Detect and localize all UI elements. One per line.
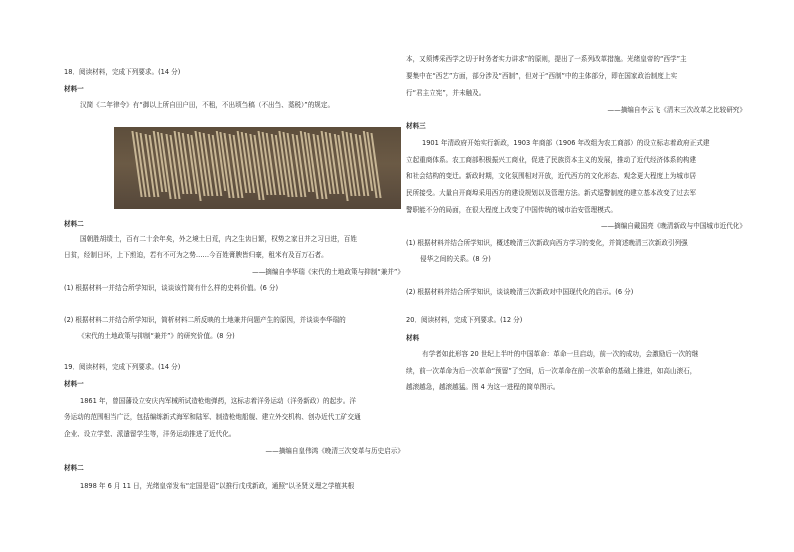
q19-material1-label: 材料一: [64, 380, 84, 388]
q19-material3-line1: 1901 年清政府开始实行新政，1903 年商部（1906 年改组为农工商部）的设立标志着政府正式建: [422, 139, 710, 147]
q20-material-line3: 越滚越急，越滚越猛。图 4 为这一进程的简单图示。: [406, 383, 560, 391]
q19-header: 19．阅读材料，完成下列要求。(14 分): [64, 363, 181, 371]
q19-material3-label: 材料三: [406, 122, 426, 130]
q20-material-line2: 续，前一次革命为后一次革命“预留”了空间，后一次革命在前一次革命的基础上推进，如高山滚石，: [406, 367, 697, 375]
q19-material1-source: ——摘编自皇伟鸿《晚清三次变革与历史启示》: [265, 447, 404, 455]
q18-material2-line2: 日贫，经制日坏，上下煎迫，若有不可为之势……今百姓膏腴皆归豪，租米有及百万石者。: [64, 251, 328, 259]
q19-question2: (2) 根据材料并结合所学知识，谈谈晚清三次新政对中国现代化的启示。(6 分): [406, 288, 634, 296]
q19-material3-line4: 民所接受。大量自开商埠采用西方的建设规划以及管理方法。新式巡警制度的建立基本改变了过去军: [406, 189, 697, 197]
q20-header: 20．阅读材料，完成下列要求。(12 分): [406, 316, 523, 324]
q19-material3-line2: 立起重商体系。农工商部积极振兴工商业，促进了民族资本主义的发展，推动了近代经济体系的构建: [406, 156, 697, 164]
q19-material3-source: ——摘编自戴国亮《晚清新政与中国城市近代化》: [600, 222, 746, 230]
q19-cont-line3: 行“君主立宪”，并未触及。: [406, 89, 486, 97]
q18-question1: (1) 根据材料一并结合所学知识，谈谈该竹简有什么样的史料价值。(6 分): [64, 284, 279, 292]
q18-material1-label: 材料一: [64, 85, 84, 93]
q18-material2-line1: 国朝胜胡绩土，百有二十余年矣，外之境土日荒，内之生齿日繁，权势之家日并之习日进，百姓: [80, 235, 357, 243]
q18-question2-line2: 《宋代的土地政策与抑制“兼并”》的研究价值。(8 分): [78, 332, 235, 340]
bamboo-slips-photo: [114, 127, 401, 209]
q19-material2-label: 材料二: [64, 464, 84, 472]
q20-material-label: 材料: [406, 334, 420, 342]
q18-material1-text: 汉简《二年律令》有“御以上所自田户田，不租，不出顷刍稿（不出刍、藁税）”的规定。: [80, 101, 335, 109]
q19-material2-line1: 1898 年 6 月 11 日，光绪皇帝发布“定国是诏”以推行戊戌新政，通照“以圣贤义理之学植其根: [80, 482, 355, 490]
q19-question1-line1: (1) 根据材料并结合所学知识，概述晚清三次新政向西方学习的变化，并简述晚清三次新政引列强: [406, 239, 688, 247]
q19-material1-line1: 1861 年，曾国藩设立安庆内军械所试造枪炮弹药，这标志着洋务运动（洋务新政）的起步。洋: [80, 397, 357, 405]
q19-cont-line2: 要集中在“西艺”方面，部分涉及“西制”，但对于“西制”中的主体部分，即在国家政治制度上实: [406, 72, 678, 80]
q19-material1-line2: 务运动的范围相当广泛，包括编练新式海军和陆军、制造枪炮船舰、建立外交机构、创办近代工矿交通: [64, 413, 361, 421]
q19-cont-source: ——摘编自李云飞《清末三次改革之比较研究》: [607, 106, 746, 114]
q19-material1-line3: 企业、设立学堂、派遣留学生等，洋务运动推进了近代化。: [64, 430, 236, 438]
q18-header: 18．阅读材料，完成下列要求。(14 分): [64, 68, 181, 76]
q18-material2-source: ——摘编自李华瑞《宋代的土地政策与抑制“兼并”》: [252, 268, 404, 276]
q20-material-line1: 有学者如此形容 20 世纪上半叶的中国革命：革命一旦启动，前一次的成功，会激励后一次的继: [422, 350, 699, 358]
q18-material2-label: 材料二: [64, 220, 84, 228]
q19-cont-line1: 本，又须博采西学之切于时务者实力讲求”的原则，提出了一系列改革措施。光绪皇帝的“西学”主: [406, 55, 687, 63]
q18-question2-line1: (2) 根据材料二并结合所学知识，简析材料二所反映的土地兼并问题产生的原因，并谈谈李华瑞的: [64, 316, 346, 324]
q19-question1-line2: 侵华之间的关系。(8 分): [420, 255, 491, 263]
q19-material3-line3: 和社会结构的变迁。新政时期，文化氛围相对开放，近代西方的文化形态、观念更大程度上为城市居: [406, 172, 697, 180]
q19-material3-line5: 警职能不分的局面，在很大程度上改变了中国传统的城市治安管理模式。: [406, 206, 617, 214]
